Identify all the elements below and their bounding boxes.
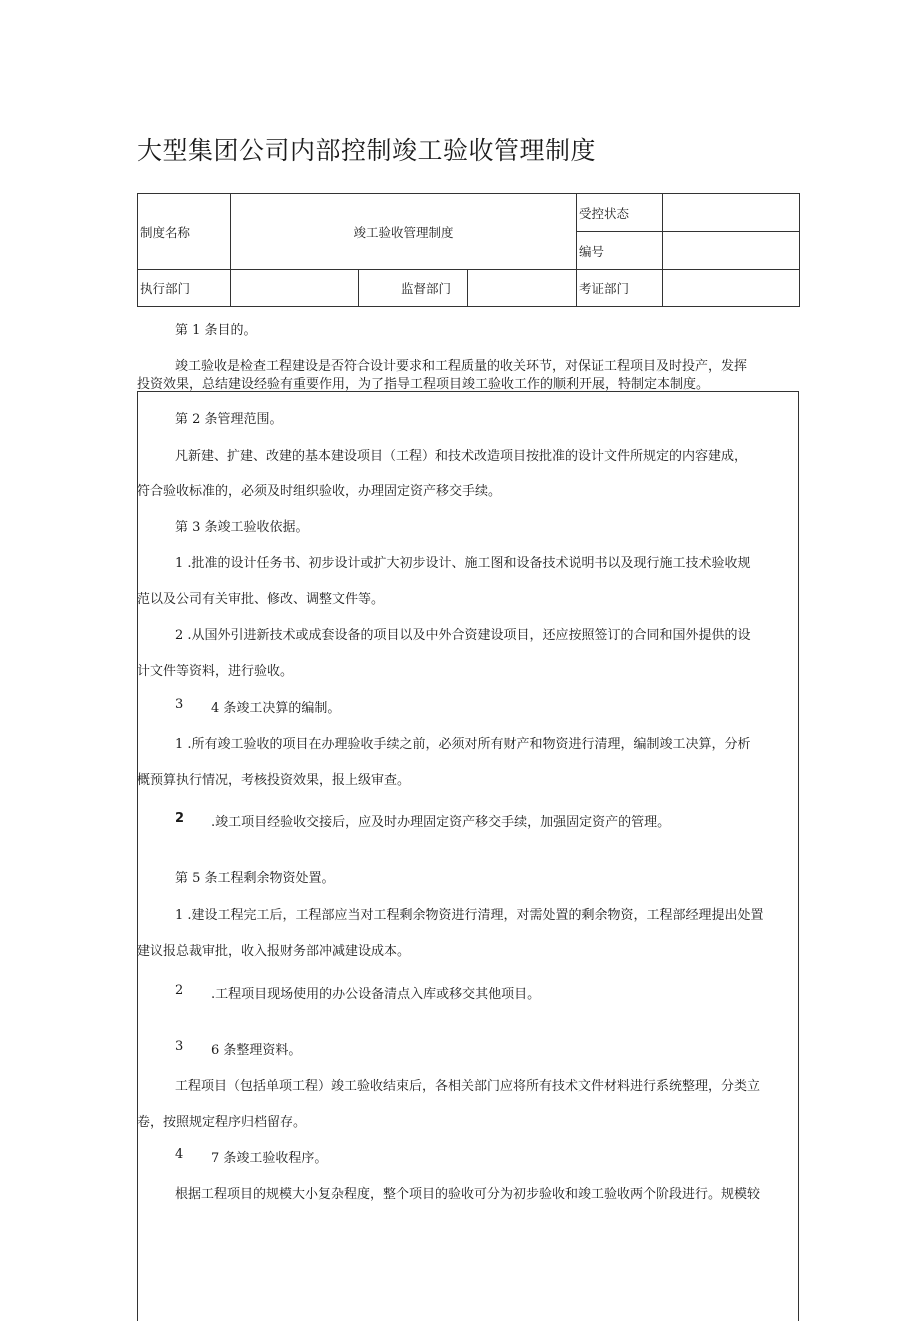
article-7-heading: 7 条竣工验收程序。 xyxy=(211,1151,328,1166)
article-1-text-line-1: 竣工验收是检查工程建设是否符合设计要求和工程质量的收关环节，对保证工程项目及时投产，发挥 xyxy=(175,359,748,374)
article-3-item-2-line-2: 计文件等资料，进行验收。 xyxy=(137,664,294,679)
article-6-number: 3 xyxy=(175,1039,184,1054)
article-4-number: 3 xyxy=(175,697,184,712)
executing-dept-value xyxy=(231,270,359,307)
supervising-dept-value xyxy=(468,270,577,307)
article-4-item-2-number: 2 xyxy=(175,811,185,826)
executing-dept-label: 执行部门 xyxy=(138,270,231,307)
controlled-status-value xyxy=(663,194,800,232)
article-7-text-line-1: 根据工程项目的规模大小复杂程度，整个项目的验收可分为初步验收和竣工验收两个阶段进行。规模较 xyxy=(175,1187,761,1202)
document-title: 大型集团公司内部控制竣工验收管理制度 xyxy=(137,136,597,165)
policy-name-value: 竣工验收管理制度 xyxy=(231,194,577,270)
article-1-text-line-2: 投资效果，总结建设经验有重要作用，为了指导工程项目竣工验收工作的顺利开展，特制定本制度。 xyxy=(137,377,710,392)
evaluation-dept-value xyxy=(663,270,800,307)
supervising-dept-label: 监督部门 xyxy=(359,270,468,307)
article-1-heading: 第 1 条目的。 xyxy=(175,323,257,338)
article-6-text-line-2: 卷，按照规定程序归档留存。 xyxy=(137,1115,307,1130)
controlled-status-label: 受控状态 xyxy=(577,194,663,232)
evaluation-dept-label: 考证部门 xyxy=(577,270,663,307)
article-4-item-1-line-2: 概预算执行情况，考核投资效果，报上级审查。 xyxy=(137,773,411,788)
article-3-item-2-line-1: 2 .从国外引进新技术或成套设备的项目以及中外合资建设项目，还应按照签订的合同和国外提供的设 xyxy=(175,628,751,643)
article-3-item-1-line-1: 1 .批准的设计任务书、初步设计或扩大初步设计、施工图和设备技术说明书以及现行施工技术验收规 xyxy=(175,556,751,571)
policy-name-label: 制度名称 xyxy=(138,194,231,270)
article-6-text-line-1: 工程项目（包括单项工程）竣工验收结束后，各相关部门应将所有技术文件材料进行系统整理，分类立 xyxy=(175,1079,761,1094)
article-4-item-2-text: .竣工项目经验收交接后，应及时办理固定资产移交手续，加强固定资产的管理。 xyxy=(211,815,671,830)
article-4-item-1-line-1: 1 .所有竣工验收的项目在办理验收手续之前，必须对所有财产和物资进行清理，编制竣工决算，分析 xyxy=(175,737,751,752)
policy-header-table xyxy=(137,193,800,307)
number-label: 编号 xyxy=(577,232,663,270)
article-5-heading: 第 5 条工程剩余物资处置。 xyxy=(175,871,335,886)
article-5-item-1-line-1: 1 .建设工程完工后，工程部应当对工程剩余物资进行清理，对需处置的剩余物资，工程部经理提出处置 xyxy=(175,908,764,923)
article-7-number: 4 xyxy=(175,1147,184,1162)
article-5-item-2-number: 2 xyxy=(175,983,184,998)
article-3-heading: 第 3 条竣工验收依据。 xyxy=(175,520,309,535)
article-5-item-1-line-2: 建议报总裁审批，收入报财务部冲减建设成本。 xyxy=(137,944,411,959)
number-value xyxy=(663,232,800,270)
article-5-item-2-text: .工程项目现场使用的办公设备清点入库或移交其他项目。 xyxy=(211,987,541,1002)
article-6-heading: 6 条整理资料。 xyxy=(211,1043,302,1058)
article-3-item-1-line-2: 范以及公司有关审批、修改、调整文件等。 xyxy=(137,592,385,607)
article-2-heading: 第 2 条管理范围。 xyxy=(175,412,283,427)
article-4-heading: 4 条竣工决算的编制。 xyxy=(211,701,341,716)
article-2-text-line-2: 符合验收标准的，必须及时组织验收，办理固定资产移交手续。 xyxy=(137,484,502,499)
article-2-text-line-1: 凡新建、扩建、改建的基本建设项目（工程）和技术改造项目按批准的设计文件所规定的内容建成， xyxy=(175,449,748,464)
